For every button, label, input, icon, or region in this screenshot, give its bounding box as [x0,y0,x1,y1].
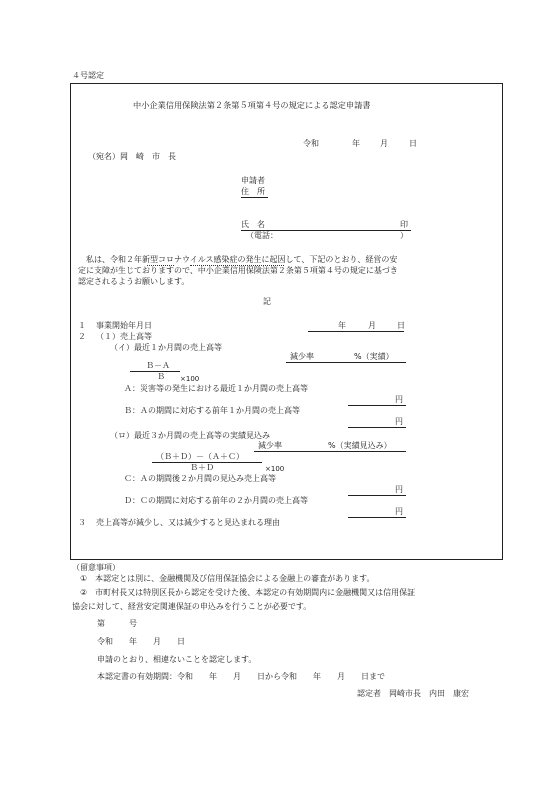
item3-number: ３ [78,518,86,527]
date-day: 日 [409,139,417,148]
sub-i-fraction-bar [130,371,180,372]
sub-i-b-yen: 円 [395,417,403,426]
form-title: 中小企業信用保険法第２条第５項第４号の規定による認定申請書 [133,100,371,110]
sub-i-rate: 減少率 [290,352,314,361]
sub-ro-c-underline [348,495,406,496]
sub-i-a-label: Ａ：災害等の発生における最近１か月間の売上高等 [124,384,308,393]
seal-mark: 印 [400,220,408,229]
item1-year: 年 [338,321,346,330]
sub-i-b-label: Ｂ：Ａの期間に対応する前年１か月間の売上高等 [124,406,300,415]
sub-ro-label: （ロ）最近３か月間の売上高等の実績見込み [110,431,270,440]
item1-label: 事業開始年月日 [96,321,152,330]
sub-i-numerator: Ｂ－Ａ [146,361,170,370]
ki-heading: 記 [263,297,271,306]
address-label: 住 所 [241,187,265,196]
sub-ro-times: ×100 [265,465,285,473]
sub-ro-d-label: Ｄ：Ｃの期間に対応する前年の２か月間の売上高等 [124,496,308,505]
sub-ro-denominator: Ｂ＋Ｄ [190,463,214,472]
sub-ro-numerator: （Ｂ＋Ｄ）－（Ａ＋Ｃ） [156,452,244,461]
cert-number: 第 号 [97,619,137,628]
note-1: ① 本認定とは別に、金融機関及び信用保証協会による金融上の審査があります。 [80,574,375,583]
certifier: 認定者 岡崎市長 内田 康宏 [357,689,469,698]
cert-date: 令和 年 月 日 [97,637,185,646]
item1-month: 月 [368,321,376,330]
sub-i-denominator: Ｂ [157,372,165,381]
sub-ro-d-underline [348,517,406,518]
date-month: 月 [380,139,388,148]
sub-i-a-underline [348,405,406,406]
note-2: ② 市町村長又は特別区長から認定を受けた後、本認定の有効期間内に金融機関又は信用保証 [80,588,416,597]
sub-ro-d-yen: 円 [395,507,403,516]
sub-i-rate-underline [286,362,406,363]
sub-i-b-underline [348,427,406,428]
sub-ro-pct: %（実績見込み） [328,441,392,450]
item3-label: 売上高等が減少し、又は減少すると見込まれる理由 [96,518,280,527]
item1-day: 日 [397,321,405,330]
sub-ro-c-label: Ｃ：Ａの期間後２か月間の見込み売上高等 [124,474,276,483]
phone-close: ） [400,231,408,240]
body-line-1: 私は、令和２年新型コロナウイルス感染症の発生に起因して、下記のとおり、経営の安 [86,255,398,264]
date-era: 令和 [303,139,319,148]
item2-label: （１）売上高等 [96,332,152,341]
cert-validity: 本認定書の有効期間：令和 年 月 日から令和 年 月 日まで [97,672,385,681]
date-year: 年 [352,139,360,148]
cert-statement: 申請のとおり、相違ないことを認定します。 [97,655,257,664]
sub-ro-c-yen: 円 [395,485,403,494]
sub-i-a-yen: 円 [395,395,403,404]
sub-i-pct: %（実績） [354,352,394,361]
phone-label: （電話： [246,231,278,240]
body-line-2: 定に支障が生じておりますので、中小企業信用保険法第２条第５項第４号の規定に基づき [78,266,398,275]
form-number: ４号認定 [72,71,104,80]
sub-i-times: ×100 [180,375,200,383]
sub-ro-rate: 減少率 [258,441,282,450]
addressee: （宛名）岡 崎 市 長 [88,152,176,161]
notes-title: （留意事項） [72,563,120,572]
item1-underline [308,331,404,332]
body-line-3: 認定されるようお願いします。 [78,277,190,286]
note-2-cont: 協会に対して、経営安定関連保証の申込みを行うことが必要です。 [72,602,312,611]
address-underline [241,197,268,198]
sub-ro-rate-underline [254,451,406,452]
sub-i-label: （イ）最近１か月間の売上高等 [110,343,222,352]
item1-number: １ [78,321,86,330]
item2-number: ２ [78,332,86,341]
applicant-label: 申請者 [241,176,265,185]
name-label: 氏 名 [241,220,265,229]
